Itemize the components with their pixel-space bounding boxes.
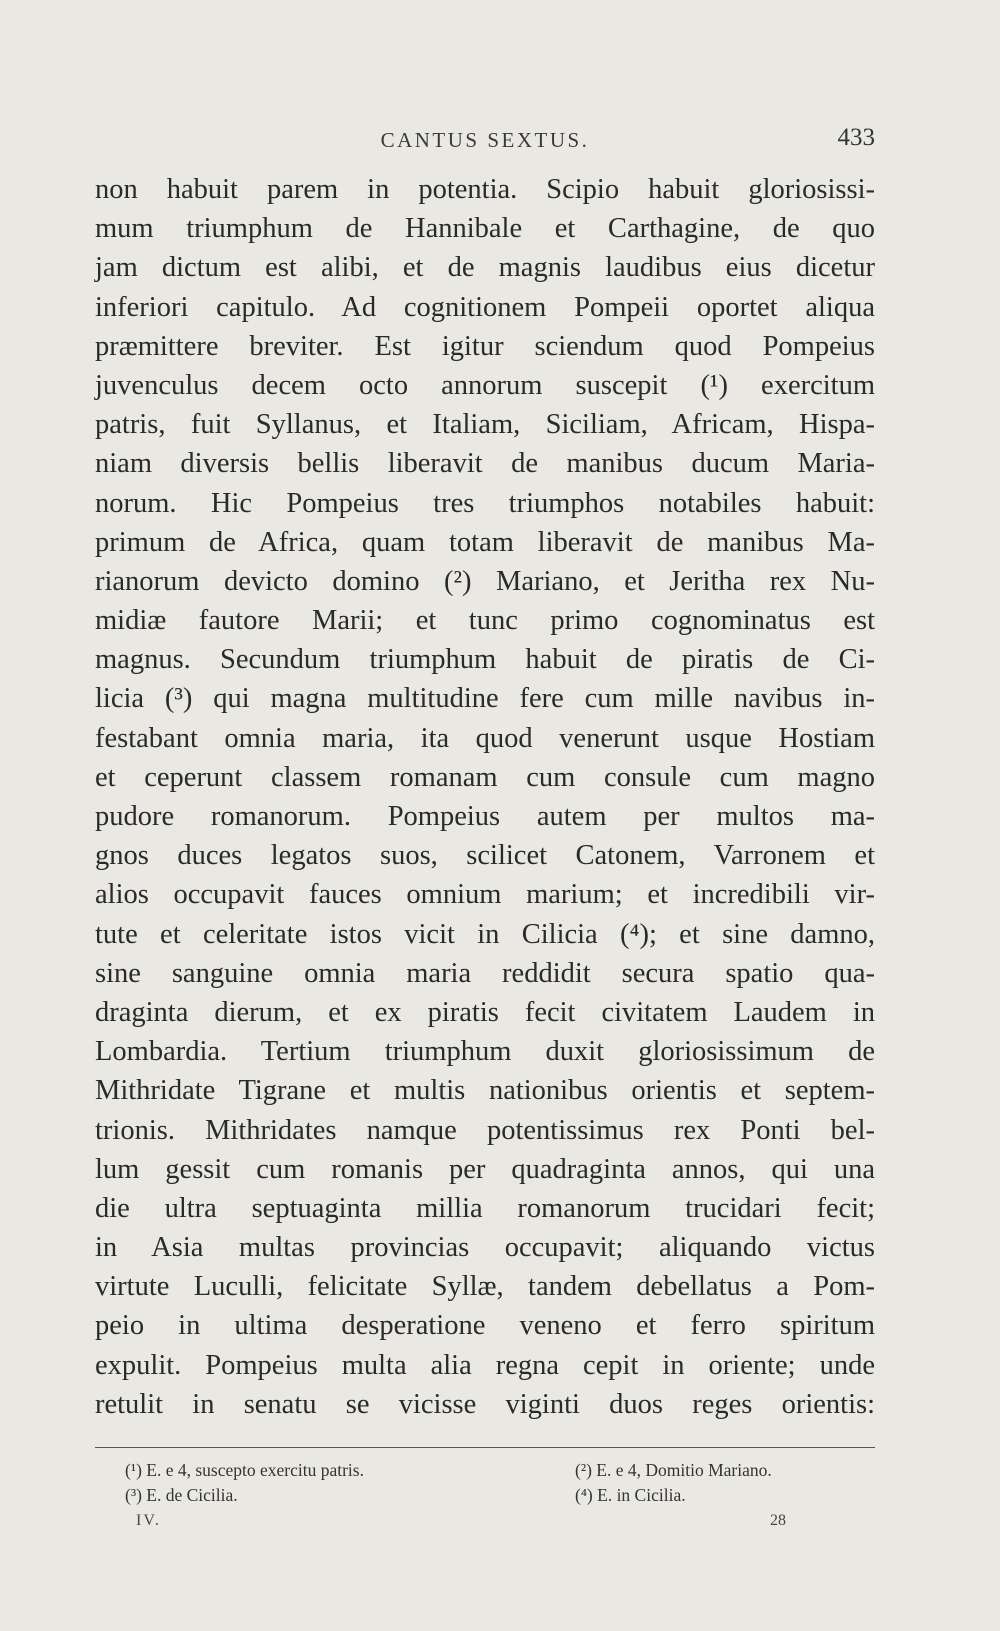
text-line: alios occupavit fauces omnium marium; et incredibili vir- — [95, 879, 875, 911]
text-line: norum. Hic Pompeius tres triumphos notabiles habuit: — [95, 487, 875, 519]
footnote-2: (²) E. e 4, Domitio Mariano. — [575, 1460, 772, 1480]
text-line: niam diversis bellis liberavit de manibus ducum Maria- — [95, 448, 875, 480]
footnote-3: (³) E. de Cicilia. — [125, 1485, 238, 1505]
text-line: primum de Africa, quam totam liberavit de manibus Ma- — [95, 526, 875, 558]
page-number: 433 — [837, 124, 875, 151]
text-line: lum gessit cum romanis per quadraginta annos, qui una — [95, 1153, 875, 1185]
text-line: draginta dierum, et ex piratis fecit civitatem Laudem in — [95, 996, 875, 1028]
text-line: rianorum devicto domino (²) Mariano, et Jeritha rex Nu- — [95, 565, 875, 597]
running-title: CANTUS SEXTUS. — [380, 128, 590, 152]
text-line: retulit in senatu se vicisse viginti duos reges orientis: — [95, 1388, 875, 1420]
text-line: mum triumphum de Hannibale et Carthagine, de quo — [95, 213, 875, 245]
text-line: licia (³) qui magna multitudine fere cum mille navibus in- — [95, 683, 875, 715]
text-line: virtute Luculli, felicitate Syllæ, tandem debellatus a Pom- — [95, 1271, 875, 1303]
text-line: inferiori capitulo. Ad cognitionem Pompeii oportet aliqua — [95, 291, 875, 323]
text-line: die ultra septuaginta millia romanorum trucidari fecit; — [95, 1192, 875, 1224]
sheet-number: 28 — [770, 1512, 786, 1529]
text-line: gnos duces legatos suos, scilicet Catonem, Varronem et — [95, 840, 875, 872]
text-line: pudore romanorum. Pompeius autem per multos ma- — [95, 801, 875, 832]
text-line: expulit. Pompeius multa alia regna cepit in oriente; unde — [95, 1349, 875, 1381]
text-line: non habuit parem in potentia. Scipio habuit gloriosissi- — [95, 174, 875, 205]
page-header — [95, 124, 875, 156]
text-line: juvenculus decem octo annorum suscepit (¹) exercitum — [95, 369, 875, 401]
text-line: Mithridate Tigrane et multis nationibus orientis et septem- — [95, 1075, 875, 1107]
text-line: midiæ fautore Marii; et tunc primo cognominatus est — [95, 605, 875, 637]
footnote-1: (¹) E. e 4, suscepto exercitu patris. — [125, 1460, 364, 1480]
text-line: et ceperunt classem romanam cum consule cum magno — [95, 761, 875, 793]
text-line: præmittere breviter. Est igitur sciendum quod Pompeius — [95, 330, 875, 362]
footnote-divider — [95, 1447, 875, 1448]
text-line: Lombardia. Tertium triumphum duxit gloriosissimum de — [95, 1036, 875, 1068]
text-line: jam dictum est alibi, et de magnis laudibus eius dicetur — [95, 252, 875, 284]
body-text — [95, 170, 875, 1424]
text-line: magnus. Secundum triumphum habuit de piratis de Ci- — [95, 644, 875, 676]
text-line: trionis. Mithridates namque potentissimus rex Ponti bel- — [95, 1114, 875, 1146]
text-line: sine sanguine omnia maria reddidit secura spatio qua- — [95, 957, 875, 989]
footnotes — [125, 1458, 875, 1508]
footnote-4: (⁴) E. in Cicilia. — [575, 1485, 686, 1505]
text-line: in Asia multas provincias occupavit; aliquando victus — [95, 1232, 875, 1264]
text-line: festabant omnia maria, ita quod venerunt usque Hostiam — [95, 722, 875, 754]
text-line: peio in ultima desperatione veneno et ferro spiritum — [95, 1310, 875, 1342]
signature-mark: IV. — [136, 1512, 161, 1529]
text-line: tute et celeritate istos vicit in Cilicia (⁴); et sine damno, — [95, 918, 875, 950]
text-line: patris, fuit Syllanus, et Italiam, Siciliam, Africam, Hispa- — [95, 409, 875, 441]
